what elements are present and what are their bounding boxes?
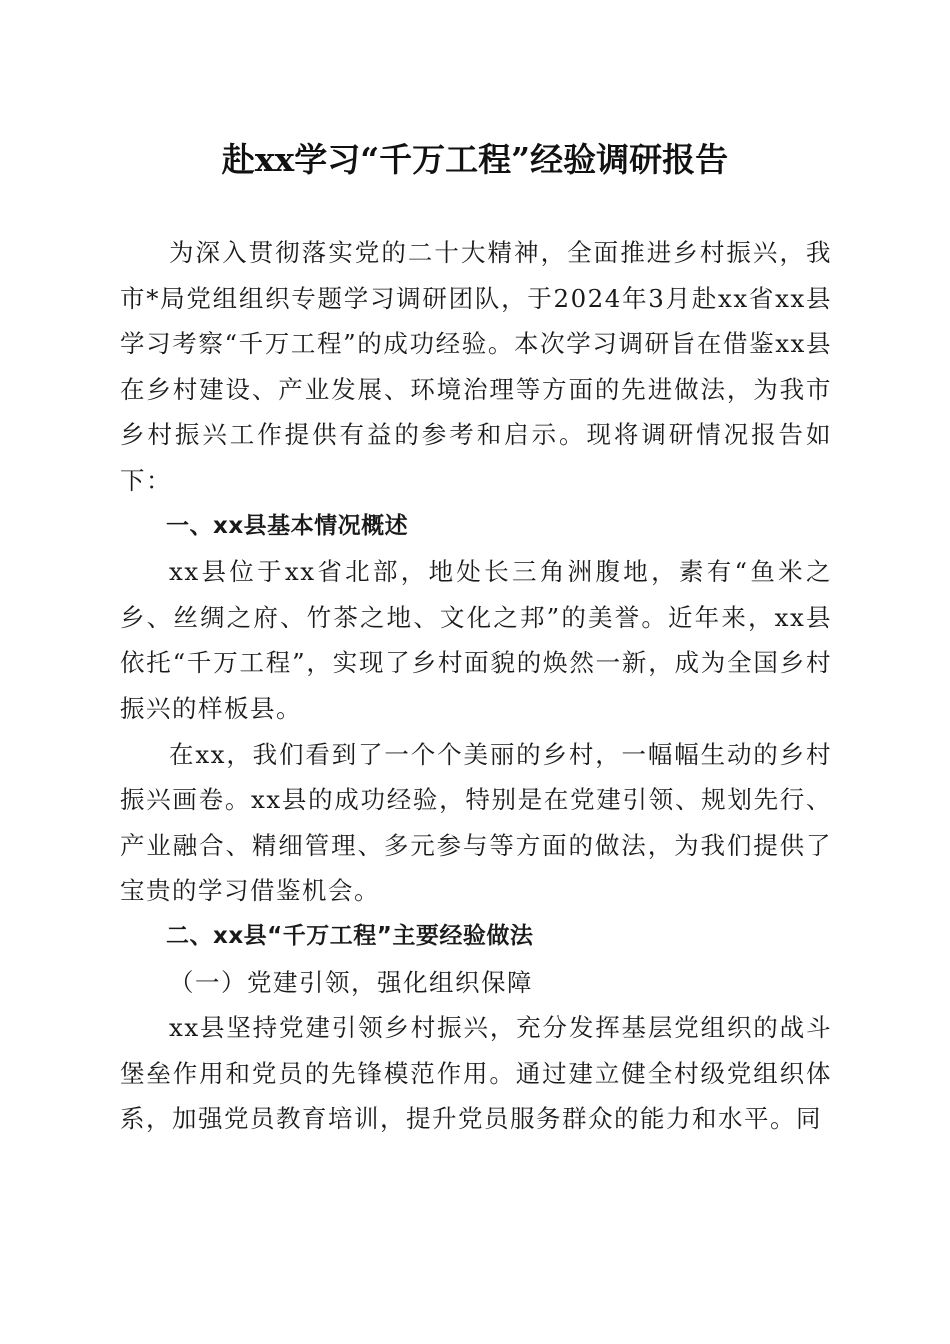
section-1-paragraph-2: 在xx，我们看到了一个个美丽的乡村，一幅幅生动的乡村振兴画卷。xx县的成功经验，特别是在党建引领、规划先行、产业融合、精细管理、多元参与等方面的做法，为我们提供了宝贵的学习借鉴机会。 (120, 739, 832, 906)
section-1-heading: 一、xx县基本情况概述 (166, 512, 409, 539)
intro-paragraph: 为深入贯彻落实党的二十大精神，全面推进乡村振兴，我市*局党组组织专题学习调研团队，于2024年3月赴xx省xx县学习考察“千万工程”的成功经验。本次学习调研旨在借鉴xx县在乡村建设、产业发展、环境治理等方面的先进做法，为我市乡村振兴工作提供有益的参考和启示。现将调研情况报告如下： (120, 238, 832, 495)
document-title: 赴xx学习“千万工程”经验调研报告 (221, 140, 729, 179)
section-2-heading: 二、xx县“千万工程”主要经验做法 (166, 922, 534, 949)
section-2-paragraph: xx县坚持党建引领乡村振兴，充分发挥基层党组织的战斗堡垒作用和党员的先锋模范作用。通过建立健全村级党组织体系，加强党员教育培训，提升党员服务群众的能力和水平。同 (120, 1013, 832, 1134)
section-2-subheading: （一）党建引领，强化组织保障 (169, 967, 533, 997)
document-body (120, 230, 832, 1142)
section-1-paragraph-1: xx县位于xx省北部，地处长三角洲腹地，素有“鱼米之乡、丝绸之府、竹茶之地、文化之邦”的美誉。近年来，xx县依托“千万工程”，实现了乡村面貌的焕然一新，成为全国乡村振兴的样板县。 (120, 557, 832, 723)
